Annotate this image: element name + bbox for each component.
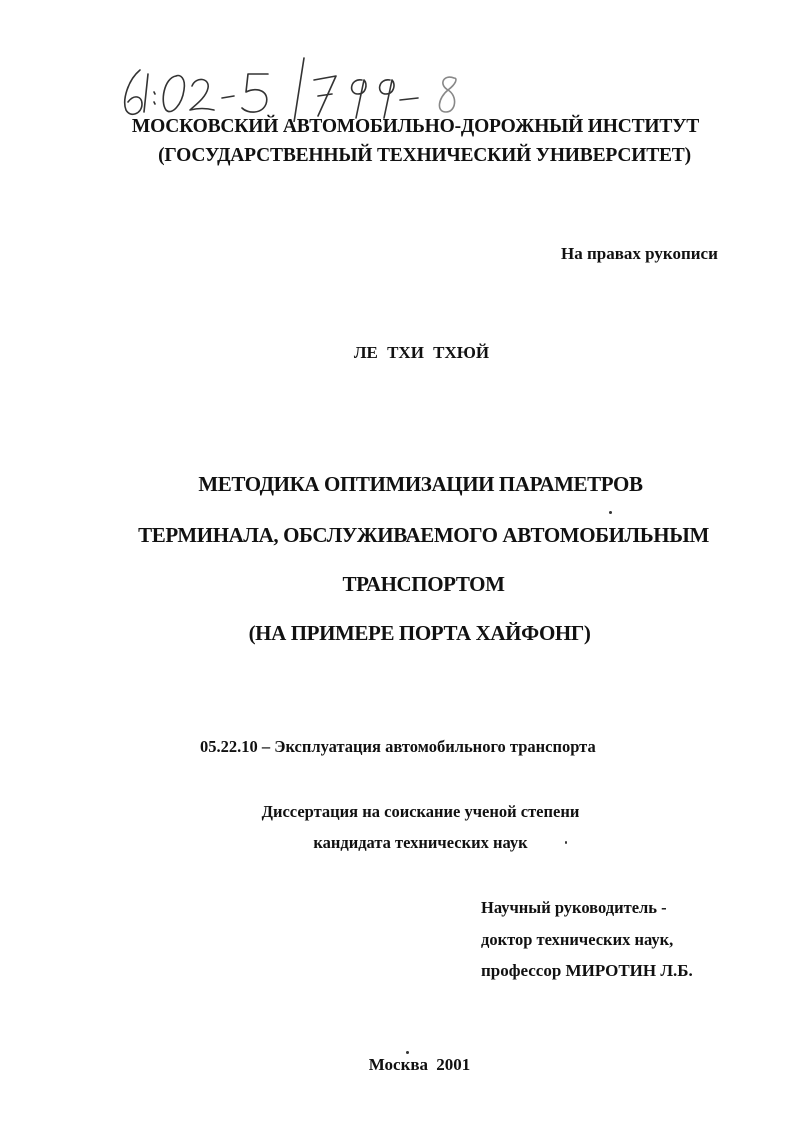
specialty-code: 05.22.10 – Эксплуатация автомобильного транспорта <box>200 737 596 756</box>
rights-note: На правах рукописи <box>561 244 718 263</box>
dissertation-line-1: Диссертация на соискание ученой степени <box>261 802 580 821</box>
dissertation-line-2: кандидата технических наук <box>313 833 528 852</box>
handwritten-archive-number <box>118 52 538 122</box>
title-line-2: ТЕРМИНАЛА, ОБСЛУЖИВАЕМОГО АВТОМОБИЛЬНЫМ <box>138 523 709 547</box>
title-line-3: ТРАНСПОРТОМ <box>342 572 505 596</box>
title-line-1: МЕТОДИКА ОПТИМИЗАЦИИ ПАРАМЕТРОВ <box>198 472 643 496</box>
supervisor-line-1: Научный руководитель - <box>481 898 667 917</box>
supervisor-line-2: доктор технических наук, <box>481 930 674 949</box>
handwritten-annotation-icon <box>118 52 538 122</box>
scan-speck <box>406 1051 409 1054</box>
author-name: ЛЕ ТХИ ТХЮЙ <box>353 343 490 362</box>
supervisor-line-3: профессор МИРОТИН Л.Б. <box>481 961 693 980</box>
city-and-year: Москва 2001 <box>368 1055 471 1074</box>
scan-speck <box>609 511 612 514</box>
scan-speck <box>565 841 567 844</box>
institution-name-line-2: (ГОСУДАРСТВЕННЫЙ ТЕХНИЧЕСКИЙ УНИВЕРСИТЕТ) <box>158 145 691 166</box>
title-line-4: (НА ПРИМЕРЕ ПОРТА ХАЙФОНГ) <box>248 621 591 645</box>
institution-name-line-1: МОСКОВСКИЙ АВТОМОБИЛЬНО-ДОРОЖНЫЙ ИНСТИТУТ <box>131 116 700 137</box>
